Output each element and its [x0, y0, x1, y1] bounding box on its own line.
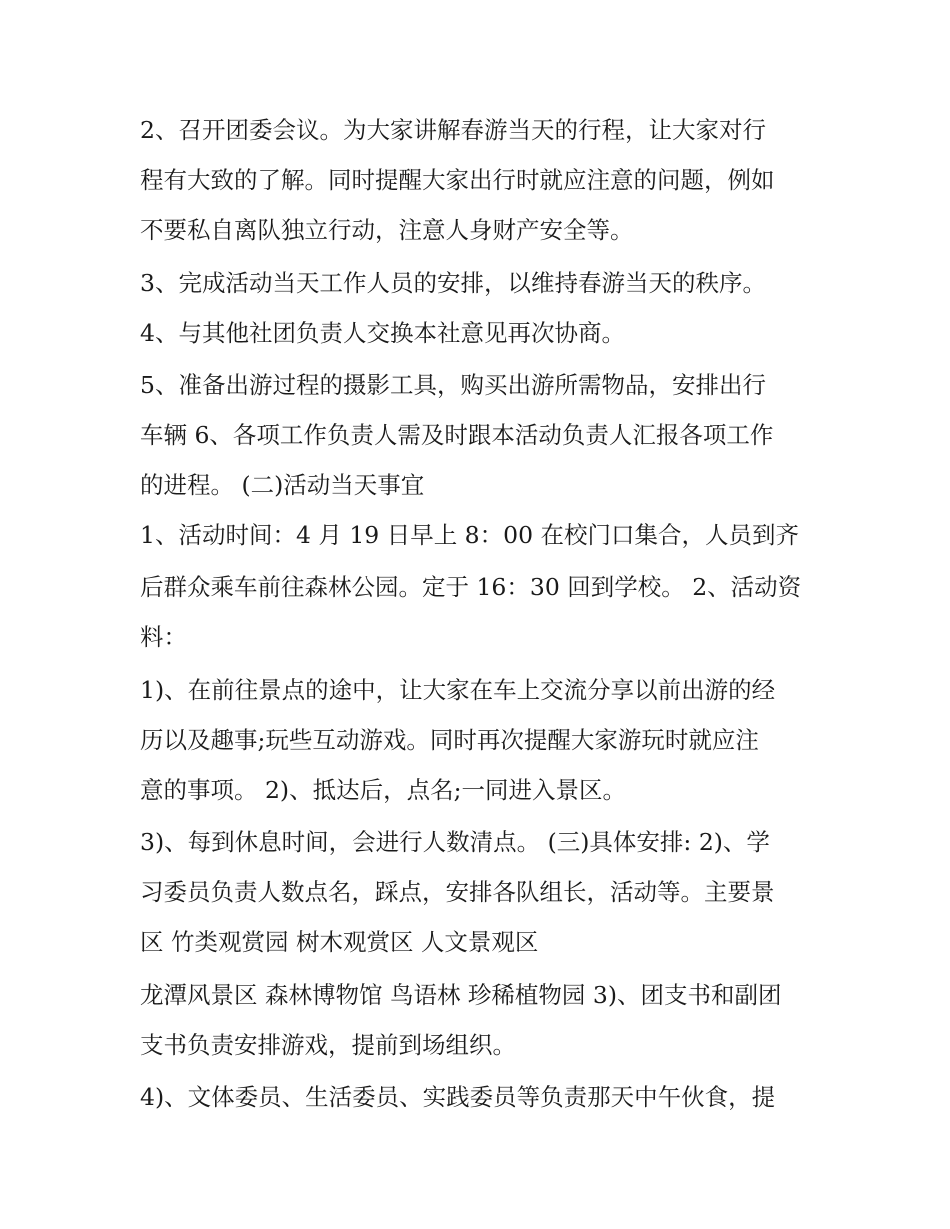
- text-line: 料：: [140, 623, 187, 651]
- text-line: 习委员负责人数点名，踩点，安排各队组长，活动等。主要景: [140, 878, 775, 906]
- text-line: 5、准备出游过程的摄影工具，购买出游所需物品，安排出行: [140, 371, 766, 399]
- text-line: 3、完成活动当天工作人员的安排，以维持春游当天的秩序。: [140, 269, 766, 297]
- text-line: 支书负责安排游戏，提前到场组织。: [140, 1031, 516, 1059]
- text-line: 4)、文体委员、生活委员、实践委员等负责那天中午伙食，提: [140, 1083, 776, 1111]
- text-line: 4、与其他社团负责人交换本社意见再次协商。: [140, 319, 625, 347]
- text-line: 1、活动时间：4 月 19 日早上 8：00 在校门口集合，人员到齐: [140, 521, 800, 549]
- text-line: 历以及趣事;玩些互动游戏。同时再次提醒大家游玩时就应注: [140, 726, 759, 754]
- text-line: 后群众乘车前往森林公园。定于 16：30 回到学校。 2、活动资: [140, 573, 802, 601]
- text-line: 的进程。 (二)活动当天事宜: [140, 471, 425, 499]
- text-line: 区 竹类观赏园 树木观赏区 人文景观区: [140, 928, 539, 956]
- text-line: 2、召开团委会议。为大家讲解春游当天的行程，让大家对行: [140, 116, 766, 144]
- text-line: 程有大致的了解。同时提醒大家出行时就应注意的问题，例如: [140, 166, 775, 194]
- text-line: 意的事项。 2)、抵达后，点名;一同进入景区。: [140, 776, 627, 804]
- text-line: 1)、在前往景点的途中，让大家在车上交流分享以前出游的经: [140, 676, 776, 704]
- text-line: 车辆 6、各项工作负责人需及时跟本活动负责人汇报各项工作: [140, 421, 774, 449]
- text-line: 3)、每到休息时间，会进行人数清点。 (三)具体安排: 2)、学: [140, 828, 770, 856]
- text-line: 不要私自离队独立行动，注意人身财产安全等。: [140, 216, 634, 244]
- text-line: 龙潭风景区 森林博物馆 鸟语林 珍稀植物园 3)、团支书和副团: [140, 981, 782, 1009]
